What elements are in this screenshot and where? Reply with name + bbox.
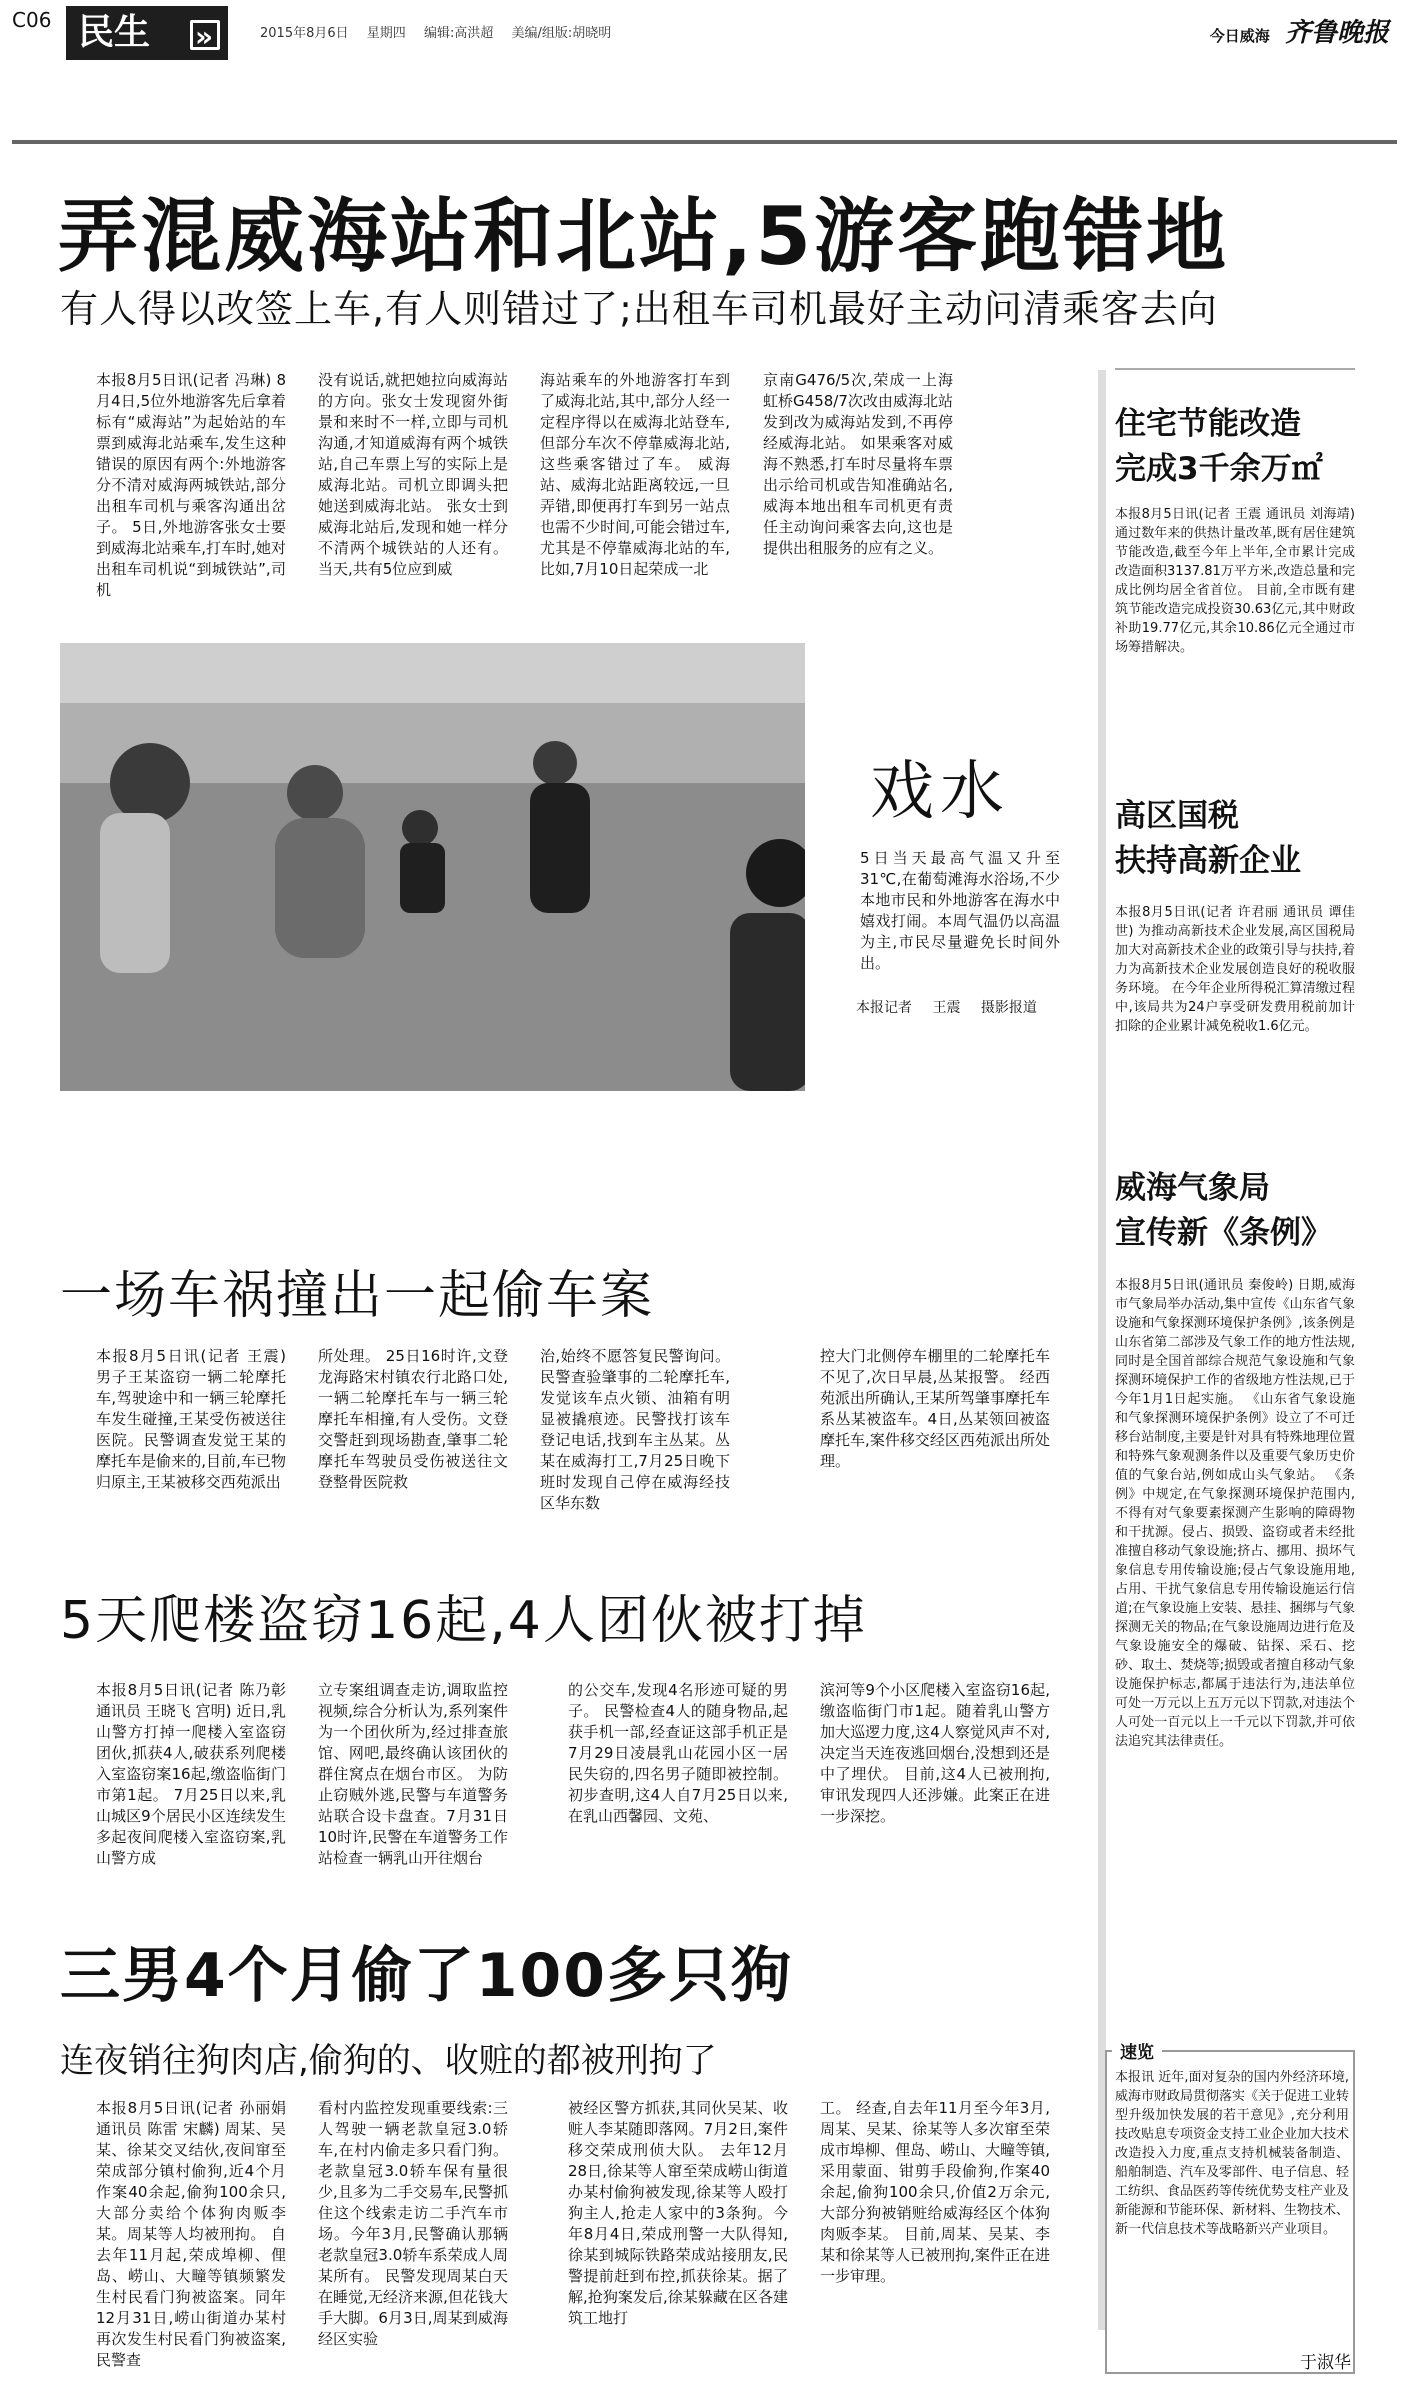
issue-info — [260, 22, 625, 41]
story2-col-4: 控大门北侧停车棚里的二轮摩托车不见了,次日早晨,丛某报警。 经西苑派出所确认,王某所驾肇事摩托车系丛某被盗车。4日,丛某领回被盗摩托车,案件移交经区西苑派出所处理。 — [820, 1347, 1050, 1470]
brief-text: 本报讯 近年,面对复杂的国内外经济环境,威海市财政局贯彻落实《关于促进工业转型升级加快发展的若干意见》,充分利用技改贴息专项资金支持工业企业加大技术改造投入力度,重点支持机械装备制造、船舶制造、汽车及零部件、电子信息、轻工纺织、食品医药等传统优势支柱产业及新能源和节能环保、新材料、生物技术、新一代信息技术等战略新兴产业项目。 — [1115, 2070, 1349, 2237]
lead-col-1: 本报8月5日讯(记者 冯琳) 8月4日,5位外地游客先后拿着标有“威海站”为起始站的车票到威海北站乘车,发生这种错误的原因有两个:外地游客分不清对威海两城铁站,部分出租车司机与乘客沟通出岔子。 5日,外地游客张女士要到威海北站乘车,打车时,她对出租车司机说“到城铁站”,司机 — [96, 371, 286, 599]
design-credit: 美编/组版:胡晓明 — [511, 26, 612, 41]
photo-title: 戏水 — [870, 755, 1010, 829]
page-number: C06 — [12, 8, 52, 32]
editor: 编辑:高洪超 — [423, 26, 494, 41]
sidebar-news2-text: 本报8月5日讯(记者 许君丽 通讯员 谭佳世) 为推动高新技术企业发展,高区国税局加大对高新技术企业的政策引导与扶持,着力为高新技术企业发展创造良好的税收服务环境。 在今年企业所得税汇算清缴过程中,该局共为24户享受研发费用税前加计扣除的企业累计减免税收1.6亿元。 — [1115, 905, 1355, 1034]
sidebar-news2-title-line2: 扶持高新企业 — [1115, 843, 1301, 879]
story3-col-4: 滨河等9个小区爬楼入室盗窃16起,缴盗临街门市1起。随着乳山警方加大巡逻力度,这4人察觉风声不对,决定当天连夜逃回烟台,没想到还是中了埋伏。 目前,这4人已被刑拘,审讯发现四人还涉嫌。此案正在进一步深挖。 — [820, 1681, 1050, 1825]
photo-caption: 5日当天最高气温又升至31℃,在葡萄滩海水浴场,不少本地市民和外地游客在海水中嬉戏打闹。本周气温仍以高温为主,市民尽量避免长时间外出。 — [860, 849, 1060, 972]
header-rule — [12, 140, 1397, 144]
sidebar-news3-text: 本报8月5日讯(通讯员 秦俊岭) 日期,威海市气象局举办活动,集中宣传《山东省气象设施和气象探测环境保护条例》,该条例是山东省第二部涉及气象工作的地方性法规,同时是全国首部综合规范气象设施和气象探测环境保护工作的省级地方性法规,已于今年1月1日起实施。 《山东省气象设施和气象探测环境保护条例》设立了不可迁移台站制度,主要是针对具有特殊地理位置和特殊气象观测条件以及重要气象历史价值的气象台站,例如成山头气象站。 《条例》中规定,在气象探测环境保护范围内,不得有对气象要素探测产生影响的障碍物和干扰源。侵占、损毁、盗窃或者未经批准擅自移动气象设施;挤占、挪用、损坏气象信息专用传输设施;侵占气象设施用地,占用、干扰气象信息专用传输设施运行信道;在气象设施上安装、悬挂、捆绑与气象探测无关的物品;在气象设施周边进行危及气象设施安全的爆破、钻探、采石、挖砂、取土、焚烧等;损毁或者擅自移动气象设施保护标志,都属于违法行为,违法单位可处一万元以上五万元以下罚款,对违法个人可处一百元以上一千元以下罚款,并可依法追究其法律责任。 — [1115, 1278, 1355, 1749]
story2-col-3: 治,始终不愿答复民警询问。 民警查验肇事的二轮摩托车,发觉该车点火锁、油箱有明显被撬痕迹。民警找打该车登记电话,找到车主丛某。丛某在威海打工,7月25日晚下班时发现自己停在威海经技区华东数 — [540, 1347, 730, 1512]
story4-col-3: 被经区警方抓获,其同伙吴某、收赃人李某随即落网。7月2日,案件移交荣成刑侦大队。 去年12月28日,徐某等人窜至荣成崂山街道办某村偷狗被发现,徐某等人殴打狗主人,抢走人家中的3条狗。今年8月4日,荣成刑警一大队得知,徐某到城际铁路荣成站接朋友,民警提前赶到布控,抓获徐某。据了解,抢狗案发后,徐某躲藏在区各建筑工地打 — [568, 2099, 788, 2327]
lead-headline: 弄混威海站和北站,5游客跑错地 — [58, 190, 1230, 283]
story3-headline: 5天爬楼盗窃16起,4人团伙被打掉 — [60, 1591, 867, 1651]
issue-weekday: 星期四 — [366, 26, 406, 41]
lead-col-3: 海站乘车的外地游客打车到了威海北站,其中,部分人经一定程序得以在威海北站登车,但部分车次不停靠威海北站,这些乘客错过了车。 威海站、威海北站距离较远,一旦弄错,即便再打车到另一站点也需不少时间,可能会错过车,尤其是不停靠威海北站的车,比如,7月10日起荣成一北 — [540, 371, 730, 578]
photo-credit-role: 本报记者 — [856, 1000, 912, 1016]
double-chevron-icon — [190, 20, 220, 50]
sidebar-news3-title-line2: 宣传新《条例》 — [1115, 1215, 1332, 1251]
story4-headline: 三男4个月偷了100多只狗 — [60, 1941, 793, 2011]
sidebar-news2-title-line1: 高区国税 — [1115, 798, 1239, 834]
sidebar-news1-title-line2: 完成3千余万㎡ — [1115, 451, 1323, 487]
beach-photo-illustration — [60, 643, 805, 1091]
brief-tab: 速览 — [1112, 2038, 1162, 2063]
sidebar-divider — [1098, 370, 1106, 2330]
brief-author: 于淑华 — [1300, 2353, 1351, 2373]
section-title: 民生 — [78, 12, 151, 53]
lead-col-2: 没有说话,就把她拉向威海站的方向。张女士发现窗外街景和来时不一样,立即与司机沟通,才知道威海有两个城铁站,自己车票上写的实际上是威海北站。司机立即调头把她送到威海北站。 张女士到威海北站后,发现和她一样分不清两个城铁站的人还有。当天,共有5位应到威 — [318, 371, 508, 578]
sidebar-news1-text: 本报8月5日讯(记者 王震 通讯员 刘海靖) 通过数年来的供热计量改革,既有居住建筑节能改造,截至今年上半年,全市累计完成改造面积3137.81万平方米,改造总量和完成比例均居全省首位。 目前,全市既有建筑节能改造完成投资30.63亿元,其中财政补助19.77亿元,其余10.86亿元全通过市场筹措解决。 — [1115, 507, 1355, 655]
sidebar-rule — [1115, 368, 1355, 370]
masthead-brand — [1210, 12, 1389, 49]
story3-col-2: 立专案组调查走访,调取监控视频,综合分析认为,系列案件为一个团伙所为,经过排查旅馆、网吧,最终确认该团伙的群住窝点在烟台市区。 为防止窃贼外逃,民警与车道警务站联合设卡盘查。7月31日10时许,民警在车道警务工作站检查一辆乳山开往烟台 — [318, 1681, 508, 1867]
story3-col-3: 的公交车,发现4名形迹可疑的男子。 民警检查4人的随身物品,起获手机一部,经查证这部手机正是7月29日凌晨乳山花园小区一居民失窃的,四名男子随即被控制。 初步查明,这4人自7月25日以来,在乳山西馨园、文苑、 — [568, 1681, 788, 1825]
section-label — [66, 6, 228, 60]
story4-col-1: 本报8月5日讯(记者 孙丽娟 通讯员 陈雷 宋麟) 周某、吴某、徐某交叉结伙,夜间窜至荣成部分镇村偷狗,近4个月作案40余起,偷狗100余只,大部分卖给个体狗肉贩李某。周某等人均被刑拘。 自去年11月起,荣成埠柳、俚岛、崂山、大疃等镇频繁发生村民看门狗被盗案。同年12月31日,崂山街道办某村再次发生村民看门狗被盗案,民警查 — [96, 2099, 286, 2369]
sidebar-news1-title-line1: 住宅节能改造 — [1115, 406, 1301, 442]
sidebar-news1-title — [1115, 402, 1323, 492]
story4-col-2: 看村内监控发现重要线索:三人驾驶一辆老款皇冠3.0轿车,在村内偷走多只看门狗。 老款皇冠3.0轿车保有量很少,且多为二手交易车,民警抓住这个线索走访二手汽车市场。今年3月,民警确认那辆老款皇冠3.0轿车系荣成人周某所有。 民警发现周某白天在睡觉,无经济来源,但花钱大手大脚。6月3日,周某到威海经区实验 — [318, 2099, 508, 2348]
lead-subheadline: 有人得以改签上车,有人则错过了;出租车司机最好主动问清乘客去向 — [60, 287, 1218, 331]
newspaper-logo: 齐鲁晚报 — [1284, 18, 1389, 48]
lead-col-4: 京南G476/5次,荣成一上海虹桥G458/7次改由威海北站发到改为威海站发到,不再停经威海北站。 如果乘客对威海不熟悉,打车时尽量将车票出示给司机或告知准确站名,威海本地出租车司机更有责任主动询问乘客去向,这也是提供出租服务的应有之义。 — [763, 371, 953, 557]
story2-col-2: 所处理。 25日16时许,文登龙海路宋村镇农行北路口处,一辆二轮摩托车与一辆三轮摩托车相撞,有人受伤。文登交警赶到现场勘查,肇事二轮摩托车驾驶员受伤被送往文登整骨医院救 — [318, 1347, 508, 1491]
sidebar-news3-title-line1: 威海气象局 — [1115, 1170, 1270, 1206]
brand-edition: 今日威海 — [1209, 27, 1270, 45]
photo-credit — [856, 997, 1053, 1017]
story2-headline: 一场车祸撞出一起偷车案 — [60, 1266, 655, 1326]
story3-col-1: 本报8月5日讯(记者 陈乃彰 通讯员 王晓飞 宫明) 近日,乳山警方打掉一爬楼入室盗窃团伙,抓获4人,破获系列爬楼入室盗窃案16起,缴盗临街门市第1起。 7月25日以来,乳山城区9个居民小区连续发生多起夜间爬楼入室盗窃案,乳山警方成 — [96, 1681, 286, 1867]
issue-date: 2015年8月6日 — [260, 26, 349, 41]
story2-col-1: 本报8月5日讯(记者 王震) 男子王某盗窃一辆二轮摩托车,驾驶途中和一辆三轮摩托车发生碰撞,王某受伤被送往医院。民警调查发觉王某的摩托车是偷来的,目前,车已物归原主,王某被移交西苑派出 — [96, 1347, 286, 1491]
sidebar-news2-title — [1115, 794, 1301, 884]
beach-photo — [60, 643, 805, 1091]
story4-col-4: 工。 经查,自去年11月至今年3月,周某、吴某、徐某等人多次窜至荣成市埠柳、俚岛、崂山、大疃等镇,采用蒙面、钳剪手段偷狗,作案40余起,偷狗100余只,价值2万余元,大部分狗被销赃给威海经区个体狗肉贩李某。 目前,周某、吴某、李某和徐某等人已被刑拘,案件正在进一步审理。 — [820, 2099, 1050, 2285]
sidebar-news3-title — [1115, 1166, 1332, 1256]
photo-credit-note: 摄影报道 — [980, 1000, 1037, 1016]
story4-subheadline: 连夜销往狗肉店,偷狗的、收赃的都被刑拘了 — [60, 2041, 717, 2081]
photo-credit-name: 王震 — [932, 1000, 961, 1016]
